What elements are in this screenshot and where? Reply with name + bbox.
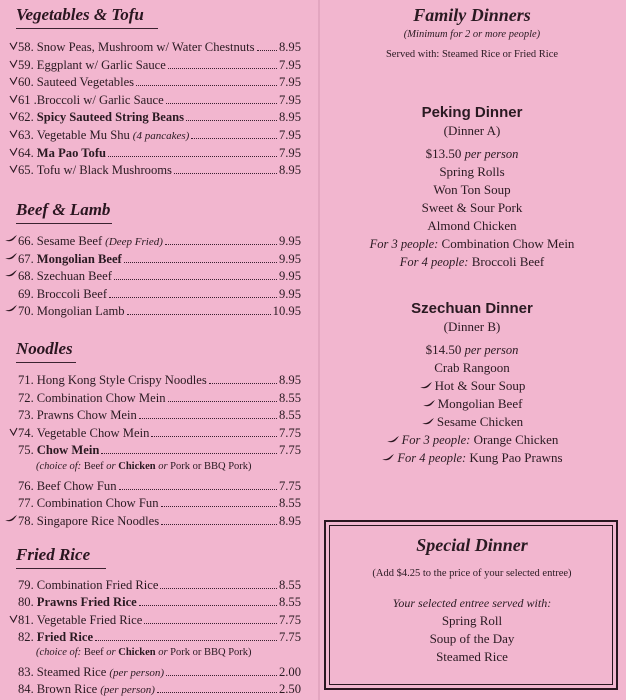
dot-leader — [124, 262, 277, 263]
noodles-menu-item — [4, 371, 301, 388]
vegetarian-mark-icon — [4, 424, 18, 441]
party-size-label: For 3 people: — [401, 433, 471, 447]
vegetarian-mark-icon — [4, 91, 18, 108]
item-number: 61 — [18, 92, 31, 107]
course-name: Mongolian Beef — [437, 396, 523, 411]
rice-menu-item — [4, 593, 301, 610]
item-name: Prawns Chow Mein — [36, 408, 137, 423]
vegetarian-mark-icon — [4, 38, 18, 55]
chili-pepper-icon — [4, 302, 18, 319]
item-price: 7.95 — [278, 128, 301, 142]
item-number: 83. — [18, 664, 34, 679]
special-dinner-item: Spring Roll — [441, 613, 503, 628]
noodles-menu-item — [4, 389, 301, 406]
dot-leader — [174, 173, 277, 174]
party-size-label: For 4 people: — [399, 255, 469, 269]
noodles-choice-note — [36, 461, 252, 472]
dot-leader — [161, 506, 277, 507]
peking-dinner-course — [322, 218, 622, 234]
family-dinners-minimum: (Minimum for 2 or more people) — [403, 29, 541, 40]
szechuan-dinner-course — [322, 396, 622, 412]
vegetarian-mark-icon — [4, 73, 18, 90]
vegetarian-mark-icon — [4, 56, 18, 73]
item-number: 73. — [18, 408, 34, 423]
item-name: Combination Chow Fun — [36, 496, 159, 511]
item-number: 78. — [18, 513, 34, 528]
item-price: 7.75 — [278, 443, 301, 458]
item-number: 77. — [18, 496, 34, 511]
szechuan-dinner-course — [322, 414, 622, 430]
item-note: (per person) — [100, 684, 155, 696]
course-name: Hot & Sour Soup — [434, 378, 526, 393]
rice-menu-item — [4, 663, 301, 680]
party-size-label: For 3 people: — [369, 237, 439, 251]
item-name-group — [18, 391, 166, 406]
dot-leader — [136, 85, 277, 86]
item-name-group — [18, 496, 159, 511]
item-name: Vegetable Chow Mein — [36, 425, 150, 440]
beef-menu-item — [4, 285, 301, 302]
noodles-menu-item — [4, 477, 301, 494]
choice-option-bold: Chicken — [118, 647, 156, 659]
dot-leader — [168, 401, 277, 402]
peking-dinner-course — [322, 182, 622, 198]
item-name: Mongolian Lamb — [36, 304, 125, 319]
item-number: 76. — [18, 478, 34, 493]
choice-rest: Pork or BBQ Pork) — [170, 647, 252, 659]
item-price: 8.55 — [278, 595, 301, 610]
rice-menu-item — [4, 576, 301, 593]
item-name: Prawns Fried Rice — [36, 595, 137, 610]
course-name: Won Ton Soup — [433, 182, 511, 197]
dot-leader — [114, 279, 277, 280]
dot-leader — [95, 640, 277, 641]
choice-prefix: (choice of: — [36, 461, 82, 472]
item-number: 79. — [18, 578, 34, 592]
peking-dinner-p4 — [322, 254, 622, 270]
special-dinner-item: Steamed Rice — [436, 649, 508, 664]
item-name-group — [18, 630, 93, 645]
dinner-price: $14.50 — [425, 342, 462, 357]
item-name-group — [18, 110, 184, 125]
item-price: 7.95 — [278, 57, 301, 72]
dot-leader — [101, 453, 277, 454]
noodles-menu-item — [4, 424, 301, 441]
item-name: Brown Rice — [36, 682, 98, 696]
item-number: 65. — [18, 163, 34, 178]
dot-leader — [108, 156, 277, 157]
item-name: Combination Chow Mein — [36, 390, 166, 405]
peking-dinner-title: Peking Dinner — [421, 104, 523, 121]
item-name-group — [18, 665, 164, 680]
chili-pepper-icon — [4, 250, 18, 267]
item-number: 62. — [18, 110, 34, 125]
item-number: 71. — [18, 373, 34, 387]
item-name-group — [18, 595, 137, 610]
item-price: 8.95 — [278, 110, 301, 125]
item-name: Sauteed Vegetables — [36, 75, 135, 90]
item-name-group — [18, 58, 166, 73]
item-note: (per person) — [109, 666, 165, 679]
item-number: 70. — [18, 304, 34, 319]
item-name-group — [18, 443, 99, 458]
vegetables-menu-item — [4, 91, 301, 108]
vegetables-menu-item — [4, 144, 301, 161]
dot-leader — [157, 692, 277, 693]
noodles-section-title: Noodles — [16, 339, 76, 363]
noodles-menu-item — [4, 494, 301, 511]
item-number: 66. — [18, 234, 34, 248]
choice-option-bold: Chicken — [118, 461, 156, 472]
item-price: 8.55 — [278, 408, 301, 423]
item-name-group — [18, 75, 134, 90]
right-column — [322, 0, 626, 700]
item-name-group — [18, 373, 207, 388]
choice-rest: Pork or BBQ Pork) — [170, 461, 252, 472]
szechuan-dinner-code: (Dinner B) — [443, 319, 501, 334]
item-name-group — [18, 252, 122, 267]
item-price: 8.95 — [278, 513, 301, 528]
item-name: Spicy Sauteed String Beans — [36, 110, 185, 125]
choice-prefix: (choice of: — [36, 647, 82, 659]
item-name-group — [18, 682, 155, 697]
course-name: Sesame Chicken — [436, 414, 524, 429]
item-name: Snow Peas, Mushroom w/ Water Chestnuts — [36, 40, 255, 54]
choice-or: or — [106, 647, 116, 659]
dot-leader — [151, 436, 277, 437]
item-number: 69. — [18, 286, 34, 301]
choice-or: or — [158, 461, 168, 472]
item-name-group — [18, 287, 107, 302]
item-name-group — [18, 93, 164, 108]
beef-menu-item — [4, 232, 301, 249]
item-price: 10.95 — [272, 304, 301, 319]
item-name-group — [18, 269, 112, 284]
item-name: Szechuan Beef — [36, 269, 112, 284]
item-number: 80. — [18, 595, 34, 610]
chili-pepper-icon — [381, 450, 397, 465]
item-number: 72. — [18, 390, 34, 405]
dot-leader — [257, 50, 277, 51]
item-price: 7.75 — [278, 425, 301, 440]
noodles-menu-item — [4, 441, 301, 458]
party-size-dish: Orange Chicken — [473, 432, 559, 447]
party-size-dish: Combination Chow Mein — [441, 236, 575, 251]
szechuan-dinner-p4 — [322, 450, 622, 466]
item-name-group — [18, 40, 255, 55]
peking-dinner-course — [322, 164, 622, 180]
item-price: 8.55 — [278, 390, 301, 405]
item-name: Beef Chow Fun — [36, 478, 117, 493]
chili-pepper-icon — [386, 432, 402, 447]
rice-menu-item — [4, 628, 301, 645]
item-name: Mongolian Beef — [36, 251, 122, 266]
item-name: Ma Pao Tofu — [36, 145, 107, 160]
item-name: Combination Fried Rice — [36, 578, 159, 592]
item-name-group — [18, 578, 158, 593]
dot-leader — [109, 297, 277, 298]
item-price: 8.95 — [278, 163, 301, 178]
item-name: Chow Mein — [36, 443, 100, 458]
page-fold — [318, 0, 320, 700]
special-dinner-item: Soup of the Day — [429, 631, 515, 646]
item-number: 64. — [18, 145, 34, 160]
chili-pepper-icon — [421, 414, 437, 429]
dot-leader — [127, 314, 271, 315]
dot-leader — [161, 524, 277, 525]
dot-leader — [119, 489, 277, 490]
item-name-group — [18, 408, 137, 423]
rice-menu-item — [4, 611, 301, 628]
item-number: 58. — [18, 40, 34, 54]
item-price: 8.55 — [278, 496, 301, 511]
course-name: Sweet & Sour Pork — [421, 200, 523, 215]
item-number: 82. — [18, 629, 34, 644]
dot-leader — [168, 68, 277, 69]
item-name-group — [18, 146, 106, 161]
dinner-price: $13.50 — [425, 146, 462, 161]
party-size-dish: Broccoli Beef — [471, 254, 545, 269]
item-name-group — [18, 128, 189, 143]
item-price: 9.95 — [278, 286, 301, 301]
item-price: 7.75 — [278, 478, 301, 493]
family-dinners-served-with — [322, 49, 622, 60]
vegetarian-mark-icon — [4, 144, 18, 161]
item-price: 7.95 — [278, 92, 301, 107]
szechuan-dinner-price — [322, 342, 622, 358]
choice-or: or — [158, 647, 168, 659]
item-name-group — [18, 304, 125, 319]
vegetables-menu-item — [4, 56, 301, 73]
item-name: Fried Rice — [36, 629, 94, 644]
vegetables-menu-item — [4, 126, 301, 143]
item-note: (Deep Fried) — [105, 236, 163, 248]
item-name: Vegetable Fried Rice — [36, 612, 143, 627]
dot-leader — [139, 605, 277, 606]
rice-choice-note — [36, 647, 252, 658]
family-dinners-title: Family Dinners — [413, 5, 531, 25]
item-name-group — [18, 234, 163, 249]
dot-leader — [160, 588, 276, 589]
beef-menu-item — [4, 267, 301, 284]
served-label: Served with: — [385, 49, 440, 60]
dot-leader — [166, 103, 277, 104]
item-name: Sesame Beef — [36, 234, 103, 248]
special-dinner-add-price: (Add $4.25 to the price of your selected entree) — [372, 568, 572, 579]
item-price: 2.00 — [278, 664, 301, 679]
dot-leader — [139, 418, 277, 419]
party-size-dish: Kung Pao Prawns — [469, 450, 563, 465]
dot-leader — [191, 138, 277, 139]
item-name: Hong Kong Style Crispy Noodles — [36, 373, 207, 387]
vegetarian-mark-icon — [4, 611, 18, 628]
dot-leader — [166, 675, 277, 676]
item-name: Eggplant w/ Garlic Sauce — [36, 57, 166, 72]
item-name: Singapore Rice Noodles — [36, 513, 160, 528]
choice-option: Beef — [83, 461, 104, 472]
item-price: 9.95 — [278, 234, 301, 248]
course-name: Spring Rolls — [439, 164, 505, 179]
dot-leader — [186, 120, 277, 121]
vegetables-menu-item — [4, 108, 301, 125]
item-price: 7.75 — [278, 629, 301, 644]
item-name: .Broccoli w/ Garlic Sauce — [33, 92, 164, 107]
szechuan-dinner-title: Szechuan Dinner — [411, 300, 533, 317]
szechuan-dinner-p3 — [322, 432, 622, 448]
item-name: Steamed Rice — [36, 664, 107, 679]
vegetarian-mark-icon — [4, 126, 18, 143]
per-person: per person — [464, 343, 519, 357]
item-name-group — [18, 426, 149, 441]
item-price: 7.75 — [278, 612, 301, 627]
peking-dinner-course — [322, 200, 622, 216]
choice-option: Beef — [83, 647, 104, 659]
rice-menu-item — [4, 680, 301, 697]
party-size-label: For 4 people: — [397, 451, 467, 465]
peking-dinner-code: (Dinner A) — [443, 123, 501, 138]
item-price: 8.55 — [278, 578, 301, 592]
item-note: (4 pancakes) — [132, 130, 190, 142]
szechuan-dinner-course — [322, 360, 622, 376]
item-name: Vegetable Mu Shu — [36, 128, 130, 142]
rice-section-title: Fried Rice — [16, 545, 106, 569]
chili-pepper-icon — [4, 512, 18, 529]
beef-menu-item — [4, 302, 301, 319]
left-column — [0, 0, 310, 700]
special-dinner-title: Special Dinner — [416, 535, 528, 555]
dot-leader — [165, 244, 277, 245]
item-name-group — [18, 514, 159, 529]
choice-or: or — [106, 461, 116, 472]
item-price: 7.95 — [278, 145, 301, 160]
chili-pepper-icon — [4, 232, 18, 249]
item-name-group — [18, 479, 117, 494]
item-name: Tofu w/ Black Mushrooms — [36, 163, 172, 178]
item-number: 75. — [18, 443, 34, 458]
item-number: 59. — [18, 57, 34, 72]
item-number: 74. — [18, 425, 34, 440]
item-number: 67. — [18, 251, 34, 266]
item-name-group — [18, 163, 172, 178]
szechuan-dinner-course — [322, 378, 622, 394]
course-name: Crab Rangoon — [434, 360, 510, 375]
per-person: per person — [464, 147, 519, 161]
item-number: 60. — [18, 75, 34, 90]
item-number: 63. — [18, 128, 34, 142]
item-name-group — [18, 613, 142, 628]
course-name: Almond Chicken — [427, 218, 517, 233]
item-number: 84. — [18, 682, 34, 696]
item-price: 9.95 — [278, 251, 301, 266]
item-price: 2.50 — [278, 682, 301, 696]
vegetarian-mark-icon — [4, 161, 18, 178]
chili-pepper-icon — [4, 267, 18, 284]
item-name: Broccoli Beef — [36, 286, 108, 301]
beef-section-title: Beef & Lamb — [16, 200, 112, 224]
vegetables-menu-item — [4, 161, 301, 178]
item-price: 8.95 — [278, 373, 301, 387]
vegetables-menu-item — [4, 38, 301, 55]
chili-pepper-icon — [422, 396, 438, 411]
dot-leader — [209, 383, 277, 384]
vegetables-section-title: Vegetables & Tofu — [16, 5, 158, 29]
peking-dinner-price — [322, 146, 622, 162]
item-number: 68. — [18, 269, 34, 284]
item-price: 7.95 — [278, 75, 301, 90]
special-dinner-served-with: Your selected entree served with: — [392, 596, 552, 610]
peking-dinner-p3 — [322, 236, 622, 252]
vegetables-menu-item — [4, 73, 301, 90]
noodles-menu-item — [4, 512, 301, 529]
beef-menu-item — [4, 250, 301, 267]
dot-leader — [144, 623, 277, 624]
vegetarian-mark-icon — [4, 108, 18, 125]
chili-pepper-icon — [419, 378, 435, 393]
item-price: 8.95 — [278, 40, 301, 54]
served-text: Steamed Rice or Fried Rice — [441, 49, 559, 60]
item-number: 81. — [18, 612, 34, 627]
item-price: 9.95 — [278, 269, 301, 284]
noodles-menu-item — [4, 406, 301, 423]
